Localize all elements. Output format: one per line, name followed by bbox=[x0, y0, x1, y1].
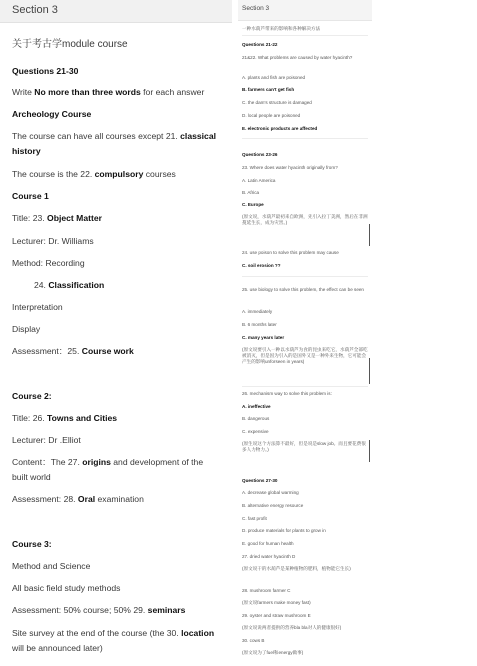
archeology-heading: Archeology Course bbox=[12, 109, 92, 119]
page-title: 关于考古学module course bbox=[12, 39, 128, 50]
q24-text: 24. use poison to solve this problem may cause bbox=[242, 250, 339, 255]
q30-note: (原文说为了fuel和energy做事) bbox=[242, 650, 304, 655]
q21-22-text: 21&22. What problems are caused by water hyacinth? bbox=[242, 55, 353, 60]
q29-note: (原文说说两者提供的营养bla bla对人的健康很好) bbox=[242, 625, 342, 630]
instructions: Write No more than three words for each answer bbox=[12, 87, 205, 97]
divider bbox=[242, 138, 368, 139]
q27-option-d: D. produce materials for plants to grow in bbox=[242, 528, 326, 533]
q26-note: (原生说这个方法算不最好，但是说是slow job。而且要花费很多人力物力。) bbox=[242, 441, 366, 453]
q26-option-a: A. ineffective bbox=[242, 404, 271, 409]
q28-line: Assessment: 28. Oral examination bbox=[12, 494, 144, 504]
right-section-header bbox=[238, 0, 372, 21]
q23-text: 23. Where does water hyacinth originally from? bbox=[242, 165, 338, 170]
q21-option-c: C. the dam's structure is damaged bbox=[242, 100, 312, 105]
q30-line: Site survey at the end of the course (the 30. location bbox=[12, 628, 215, 638]
q23-option-a: A. Latin America bbox=[242, 178, 276, 183]
q27-text: 27. dried water hyacinth D bbox=[242, 554, 296, 559]
q29-line: Assessment: 50% course; 50% 29. seminars bbox=[12, 605, 186, 615]
q25-line: Assessment：25. Course work bbox=[12, 346, 134, 356]
scroll-mark bbox=[369, 224, 370, 246]
q28-note: (原文说farmers make money fast) bbox=[242, 600, 311, 605]
q30-text: 30. cows B bbox=[242, 638, 265, 643]
q26-option-c: C. expensive bbox=[242, 429, 269, 434]
questions-27-30: Questions 27-30 bbox=[242, 478, 278, 483]
right-panel bbox=[238, 0, 372, 666]
course-1-method: Method: Recording bbox=[12, 258, 85, 268]
q27-option-e: E. good for human health bbox=[242, 541, 294, 546]
course-1-lecturer: Lecturer: Dr. Williams bbox=[12, 236, 94, 246]
q23-option-c: C. Europe bbox=[242, 202, 264, 207]
q21-line: The course can have all courses except 21. classical bbox=[12, 131, 216, 141]
questions-23-26: Questions 23-26 bbox=[242, 152, 278, 157]
q23-note: (原文说，水葫芦最初来自欧洲，先引入拉丁美洲，然后在非洲蔓延生长，成为灾害。) bbox=[242, 214, 368, 226]
q21-option-d: D. local people are poisoned bbox=[242, 113, 301, 118]
course-2-heading: Course 2: bbox=[12, 391, 52, 401]
q26-option-b: B. dangerous bbox=[242, 416, 270, 421]
q21-option-b: B. farmers can't get fish bbox=[242, 87, 295, 92]
field-study: All basic field study methods bbox=[12, 583, 121, 593]
questions-range: Questions 21-30 bbox=[12, 66, 79, 76]
q26-line: Title: 26. Towns and Cities bbox=[12, 413, 118, 423]
divider bbox=[242, 35, 368, 36]
right-section-header-label: Section 3 bbox=[242, 5, 270, 12]
section-header-label: Section 3 bbox=[12, 4, 58, 16]
q25-option-a: A. immediately bbox=[242, 309, 273, 314]
q24-line: 24. Classification bbox=[34, 280, 105, 290]
q27-option-c: C. fast profit bbox=[242, 516, 267, 521]
q25-note: (原文说要引入一种以水葫芦为食的昆虫来吃它，水葫芦全部吃被消灭，但是因为引入的是国外又是一种外来生物，它可能会产生的影响unforseen in years) bbox=[242, 347, 368, 365]
q30-line-2: will be announced later) bbox=[12, 643, 103, 653]
q26-text: 26. mechanism way to solve this problem is: bbox=[242, 391, 332, 396]
section-header bbox=[0, 0, 232, 23]
q22-line: The course is the 22. compulsory courses bbox=[12, 169, 176, 179]
course-3-heading: Course 3: bbox=[12, 539, 52, 549]
q21-option-a: A. plants and fish are poisoned bbox=[242, 75, 306, 80]
q21-line-2: history bbox=[12, 146, 41, 156]
left-panel bbox=[0, 0, 232, 666]
method-and-science: Method and Science bbox=[12, 561, 91, 571]
scroll-mark bbox=[369, 440, 370, 462]
q29-text: 29. oyster and straw mushroom E bbox=[242, 613, 311, 618]
q27-option-a: A. decrease global warming bbox=[242, 490, 299, 495]
divider bbox=[242, 276, 368, 277]
display: Display bbox=[12, 324, 41, 334]
scroll-mark bbox=[369, 358, 370, 384]
course-2-lecturer: Lecturer: Dr .Elliot bbox=[12, 435, 81, 445]
q24-answer: C. soil erosion ?? bbox=[242, 263, 281, 268]
q27-line: Content：The 27. origins and development of the bbox=[12, 457, 204, 467]
interpretation: Interpretation bbox=[12, 302, 63, 312]
q25-option-c: C. many years later bbox=[242, 335, 285, 340]
q27-note: (原文说干的水葫芦是某种植物的肥料，植物能它生长) bbox=[242, 566, 351, 571]
intro: 一种水葫芦带来的影响和各种解决方法 bbox=[242, 26, 321, 31]
q21-option-e: E. electronic products are affected bbox=[242, 126, 318, 131]
questions-21-22: Questions 21-22 bbox=[242, 42, 278, 47]
q25-option-b: B. 6 months later bbox=[242, 322, 277, 327]
course-1-title: Title: 23. Object Matter bbox=[12, 213, 102, 223]
q27-option-b: B. alternative energy resource bbox=[242, 503, 304, 508]
q25-text: 25. use biology to solve this problem, the effect can be seen bbox=[242, 287, 364, 292]
q27-line-2: built world bbox=[12, 472, 51, 482]
divider bbox=[242, 386, 368, 387]
q28-text: 28. mushroom farmer C bbox=[242, 588, 291, 593]
q23-option-b: B. Africa bbox=[242, 190, 260, 195]
course-1-heading: Course 1 bbox=[12, 191, 49, 201]
